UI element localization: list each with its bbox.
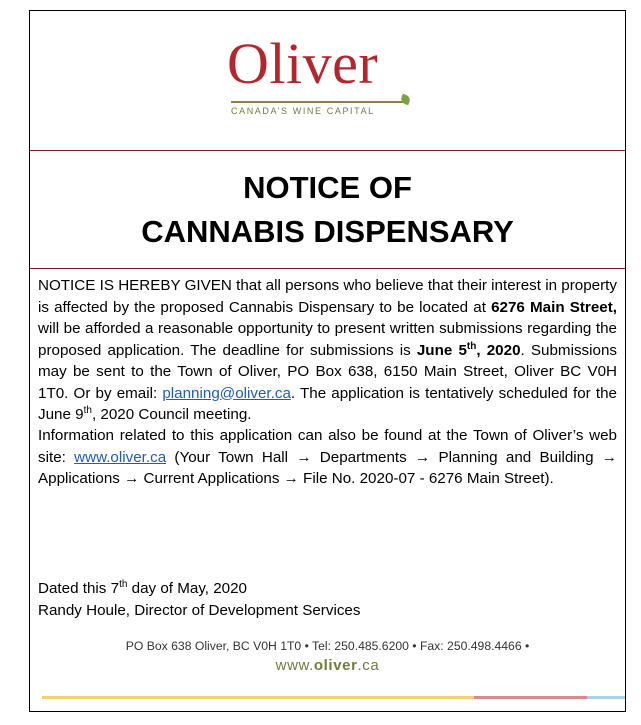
notice-text: , 2020 Council meeting. bbox=[91, 406, 252, 423]
email-link[interactable]: planning@oliver.ca bbox=[162, 384, 291, 402]
property-address: 6276 Main Street, bbox=[491, 298, 618, 316]
footer-stripe-blue bbox=[587, 696, 625, 699]
meeting-date-sup: th bbox=[83, 404, 92, 416]
logo-tagline: CANADA’S WINE CAPITAL bbox=[231, 106, 375, 116]
logo-header bbox=[30, 11, 625, 151]
leaf-icon bbox=[400, 94, 412, 106]
title-line-2: CANNABIS DISPENSARY bbox=[141, 214, 514, 249]
footer-website: www.oliver.ca bbox=[275, 657, 380, 674]
title-line-1: NOTICE OF bbox=[243, 170, 412, 205]
signatory: Randy Houle, Director of Development Services bbox=[38, 602, 361, 619]
notice-page bbox=[29, 10, 626, 712]
footer-stripe-gold bbox=[42, 696, 474, 699]
logo-underline bbox=[231, 101, 405, 103]
website-link[interactable]: www.oliver.ca bbox=[74, 448, 167, 466]
notice-paragraph bbox=[38, 275, 617, 426]
deadline-date: June 5th, 2020 bbox=[416, 340, 521, 359]
info-text: (Your Town Hall → Departments → Planning and Building → Applications → Current Applications → File No. 2020-07 - 6276 Main Street). bbox=[38, 448, 617, 487]
footer-stripe-red bbox=[474, 696, 587, 699]
info-paragraph bbox=[38, 425, 617, 490]
notice-text: . Submissions may be sent to the Town of Oliver, PO Box 638, 6150 Main Street, Oliver BC V0H 1T0. Or by email: bbox=[38, 341, 618, 402]
title-section bbox=[30, 150, 625, 269]
footer-contact: PO Box 638 Oliver, BC V0H 1T0 • Tel: 250.485.6200 • Fax: 250.498.4466 • bbox=[125, 639, 530, 653]
logo-wordmark: Oliver bbox=[227, 31, 379, 96]
notice-text: . The application is tentatively scheduled for the June 9 bbox=[38, 384, 617, 423]
notice-text: NOTICE IS HEREBY GIVEN that all persons who believe that their interest in property is affected by the proposed Cannabis Dispensary to be located at bbox=[38, 277, 617, 316]
notice-text: will be afforded a reasonable opportunity to present written submissions regarding the proposed application. The deadline for submissions is bbox=[38, 320, 617, 359]
dated-line: Dated this 7th day of May, 2020 bbox=[38, 578, 248, 597]
info-text: Information related to this application can also be found at the Town of Oliver’s web site: bbox=[38, 427, 617, 466]
